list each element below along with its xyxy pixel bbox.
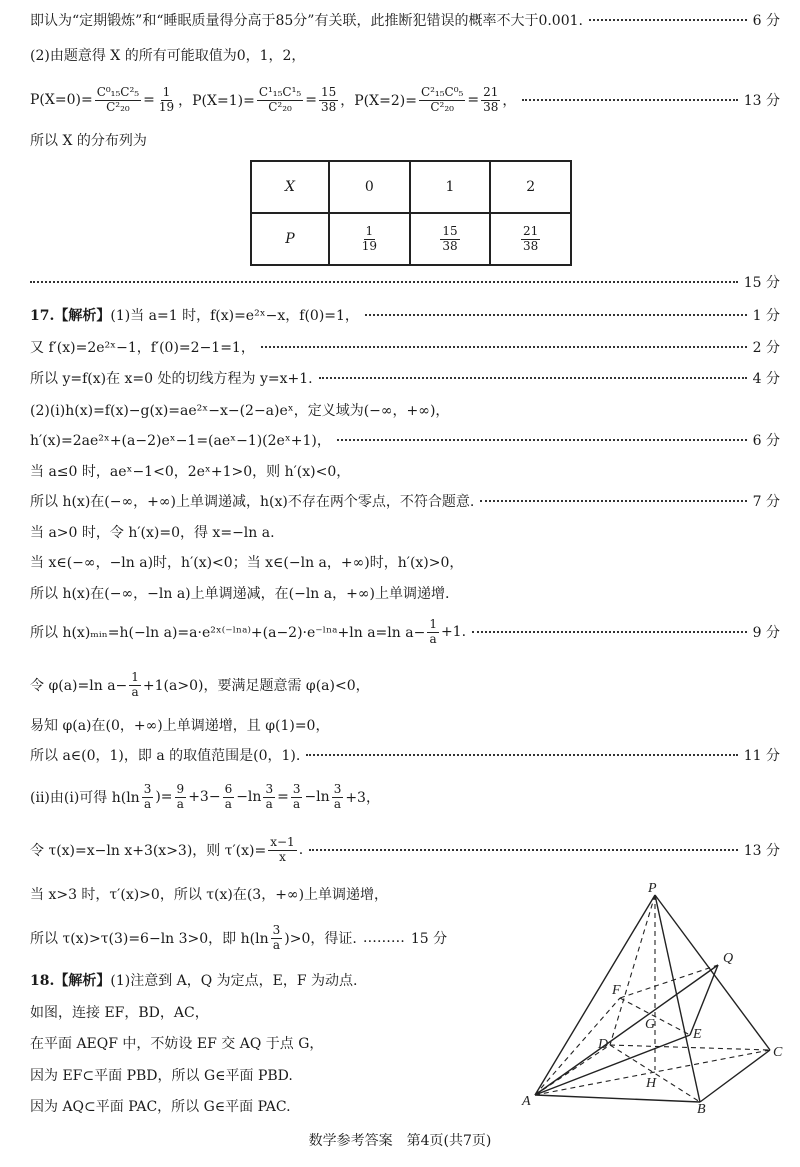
label-D: D: [598, 1037, 609, 1052]
line-q17-17: 当 x>3 时，τ′(x)>0，所以 τ(x)在(3，+∞)上单调递增，: [30, 887, 389, 903]
line-2: (2)由题意得 X 的所有可能取值为0，1，2，: [30, 48, 306, 64]
fraction: $\frac{15}{38}$: [442, 224, 458, 253]
fraction: $\frac{1}{a}$: [131, 671, 139, 699]
label-C: C: [773, 1045, 783, 1060]
fraction: $\frac{x-1}{x}$: [270, 836, 295, 864]
fraction: $\frac{\text{C⁰₁₅C²₅}}{\text{C²₂₀}}$: [96, 86, 140, 114]
line-q17-14: 所以 a∈(0，1)，即 a 的取值范围是(0，1). 11 分: [30, 748, 780, 764]
line-q17-10: 所以 h(x)在(−∞，−ln a)上单调递减，在(−ln a，+∞)上单调递增.: [30, 586, 450, 602]
label-H: H: [646, 1076, 657, 1091]
line-q18-3: 在平面 AEQF 中，不妨设 EF 交 AQ 于点 G，: [30, 1036, 324, 1052]
line-q17-8: 当 a>0 时，令 h′(x)=0，得 x=−ln a.: [30, 525, 275, 541]
line-q17-13: 易知 φ(a)在(0，+∞)上单调递增，且 φ(1)=0，: [30, 718, 330, 734]
line-q17-4: (2)(i)h(x)=f(x)−g(x)=ae²ˣ−x−(2−a)eˣ，定义域为(−∞，+∞)，: [30, 403, 450, 419]
dot-leader: [319, 377, 747, 379]
page-footer: 数学参考答案 第4页(共7页): [308, 1133, 492, 1149]
dot-leader: [472, 631, 747, 633]
fraction: $\frac{\text{C²₁₅C⁰₅}}{\text{C²₂₀}}$: [420, 86, 464, 114]
label-Q: Q: [723, 951, 734, 966]
line-q18-2: 如图，连接 EF，BD，AC，: [30, 1005, 209, 1021]
line-q17-6: 当 a≤0 时，aeˣ−1<0，2eˣ+1>0，则 h′(x)<0，: [30, 464, 351, 480]
line-q17-7: 所以 h(x)在(−∞，+∞)上单调递减，h(x)不存在两个零点，不符合题意. 7 分: [30, 494, 780, 510]
fraction: $\frac{6}{a}$: [224, 783, 233, 811]
line-q17-11: 所以 h(x)ₘᵢₙ=h(−ln a)=a·e²ˣ⁽⁻ˡⁿᵃ⁾+(a−2)·e⁻ˡⁿᵃ+ln a=ln a− $\frac{1}{a}$ +1. 9 分: [30, 618, 780, 646]
line-q17-15: (ii)由(i)可得 h(ln $\frac{3}{a}$ )= $\frac{9}{a}$ +3− $\frac{6}{a}$ −ln $\frac{3}{a}$ = $\frac{3}{a}$ −ln $\frac{3}{a}$ +3，: [30, 783, 380, 811]
fraction: $\frac{3}{a}$: [272, 924, 281, 952]
dot-leader: [589, 19, 747, 21]
dot-leader: [261, 346, 747, 348]
fraction: $\frac{21}{38}$: [523, 224, 539, 253]
line-probabilities: P(X=0)= $\frac{\text{C⁰₁₅C²₅}}{\text{C²₂₀}}$ = $\frac{1}{19}$ ，P(X=1)= $\frac{\text{C¹₁₅C¹₅}}{\text{C²₂₀}}$ = $\frac{15}{38}$ ，P(X=2)= $\frac{\text{C²₁₅C⁰₅}}{\text{C²₂₀}}$ = $\frac{21}{38}$ ， 13 分: [30, 86, 780, 114]
fraction: $\frac{3}{a}$: [265, 783, 274, 811]
label-G: G: [645, 1017, 656, 1032]
fraction: $\frac{9}{a}$: [176, 783, 185, 811]
line-q18-1: 18.【解析】(1)注意到 A，Q 为定点，E，F 为动点.: [30, 973, 358, 989]
line-q18-4: 因为 EF⊂平面 PBD，所以 G∈平面 PBD.: [30, 1068, 293, 1084]
dot-leader: [480, 500, 746, 502]
fraction: $\frac{1}{19}$: [361, 224, 377, 253]
line-q17-16: 令 τ(x)=x−ln x+3(x>3)，则 τ′(x)= $\frac{x-1}{x}$ . 13 分: [30, 836, 780, 864]
edge-AB: [535, 1095, 700, 1102]
line-4: 所以 X 的分布列为: [30, 133, 147, 149]
dot-leader: [365, 314, 747, 316]
label-F: F: [612, 983, 621, 998]
label-B: B: [697, 1102, 706, 1115]
line-BD: [610, 1045, 700, 1102]
line-AE: [535, 1035, 690, 1095]
table-row: P $\frac{1}{19}$ $\frac{15}{38}$ $\frac{21}{38}$: [251, 213, 571, 265]
line-1: 即认为“定期锻炼”和“睡眠质量得分高于85分”有关联，此推断犯错误的概率不大于0.001. 6 分: [30, 13, 780, 29]
line-q17-2: 又 f′(x)=2e²ˣ−1，f′(0)=2−1=1， 2 分: [30, 340, 780, 356]
edge-DC: [610, 1045, 770, 1050]
dot-leader: [309, 849, 738, 851]
fraction: $\frac{1}{19}$: [158, 86, 175, 114]
pyramid-figure: [520, 880, 790, 1115]
line-q17-9: 当 x∈(−∞，−ln a)时，h′(x)<0；当 x∈(−ln a，+∞)时，h′(x)>0，: [30, 555, 464, 571]
fraction: $\frac{\text{C¹₁₅C¹₅}}{\text{C²₂₀}}$: [258, 86, 302, 114]
line-FQ: [620, 965, 718, 998]
label-A: A: [522, 1094, 531, 1109]
line-q17-1: 17.【解析】(1)当 a=1 时，f(x)=e²ˣ−x，f(0)=1， 1 分: [30, 308, 780, 324]
dot-leader: [30, 281, 738, 283]
fraction: $\frac{15}{38}$: [320, 86, 337, 114]
fraction: $\frac{21}{38}$: [483, 86, 499, 114]
dot-leader: [337, 439, 747, 441]
fraction: $\frac{3}{a}$: [292, 783, 301, 811]
table-row: X 0 1 2: [251, 161, 571, 213]
label-P: P: [648, 881, 657, 896]
line-q17-12: 令 φ(a)=ln a− $\frac{1}{a}$ +1(a>0)，要满足题意需 φ(a)<0，: [30, 671, 370, 699]
fraction: $\frac{3}{a}$: [143, 783, 152, 811]
line-AQ: [535, 965, 718, 1095]
line-q18-5: 因为 AQ⊂平面 PAC，所以 G∈平面 PAC.: [30, 1099, 291, 1115]
dot-leader: [306, 754, 737, 756]
line-q17-18: 所以 τ(x)>τ(3)=6−ln 3>0，即 h(ln $\frac{3}{a}$ )>0，得证. ……… 15 分: [30, 924, 448, 952]
fraction: $\frac{3}{a}$: [333, 783, 342, 811]
distribution-table: [250, 160, 572, 266]
edge-PA: [535, 895, 655, 1095]
line-5: 15 分: [30, 272, 780, 292]
fraction: $\frac{1}{a}$: [429, 618, 437, 646]
line-q17-5: h′(x)=2ae²ˣ+(a−2)eˣ−1=(aeˣ−1)(2eˣ+1)， 6 分: [30, 433, 780, 449]
line-q17-3: 所以 y=f(x)在 x=0 处的切线方程为 y=x+1. 4 分: [30, 371, 780, 387]
label-E: E: [693, 1027, 702, 1042]
dot-leader: [522, 99, 737, 101]
edge-BC: [700, 1050, 770, 1102]
